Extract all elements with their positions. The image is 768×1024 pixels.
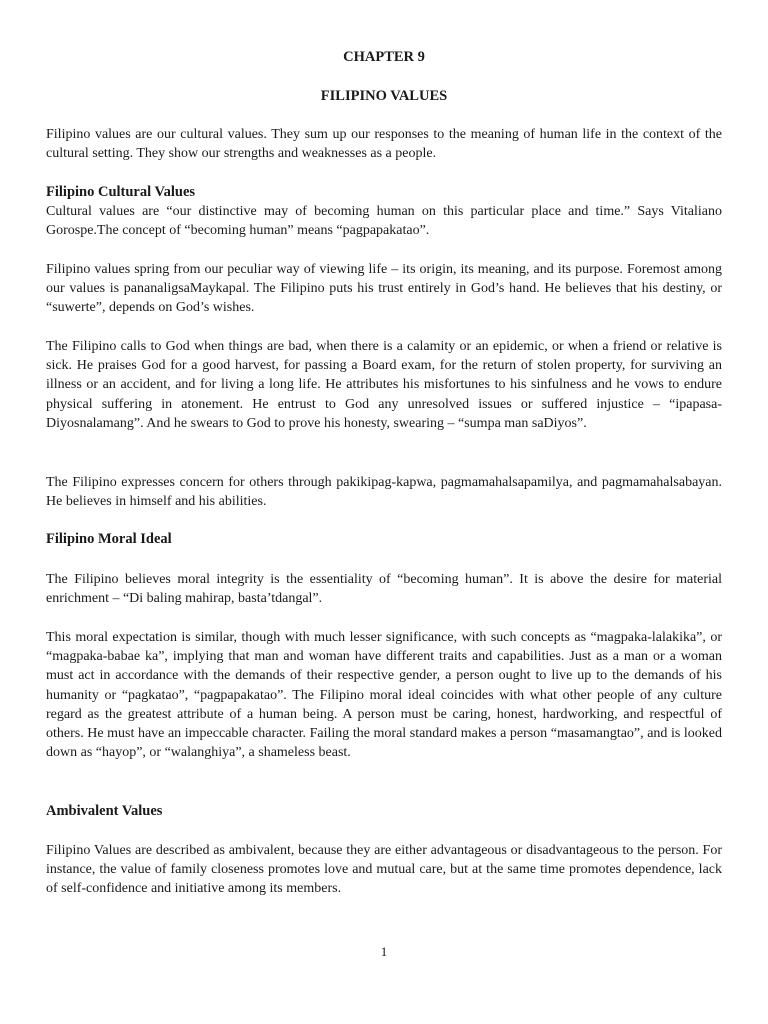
- paragraph: The Filipino calls to God when things are bad, when there is a calamity or an epidemic, or when a friend or relative is sick. He praises God for a good harvest, for passing a Board exam, for the return of stolen property, for surviving an illness or an accident, and for living a long life. He attributes his misfortunes to his sinfulness and he vows to endure physical suffering in atonement. He entrust to God any unresolved issues or suffered injustice – “ipapasa-Diyosnalamang”. And he swears to God to prove his honesty, swearing – “sumpa man saDiyos”.: [46, 339, 722, 431]
- section-heading-moral-ideal: Filipino Moral Ideal: [46, 531, 172, 547]
- intro-paragraph: Filipino values are our cultural values. They sum up our responses to the meaning of human life in the context of the cultural setting. They show our strengths and weaknesses as a people.: [46, 127, 722, 162]
- chapter-label: CHAPTER 9: [343, 49, 425, 65]
- paragraph: The Filipino believes moral integrity is the essentiality of “becoming human”. It is above the desire for material enrichment – “Di baling mahirap, basta’tdangal”.: [46, 572, 722, 607]
- page-number: 1: [380, 944, 388, 959]
- paragraph: Filipino Values are described as ambivalent, because they are either advantageous or disadvantageous to the person. For instance, the value of family closeness promotes love and mutual care, but at the same time promotes dependence, lack of self-confidence and initiative among its members.: [46, 843, 722, 897]
- section-heading-ambivalent-values: Ambivalent Values: [46, 803, 163, 819]
- section-heading-cultural-values: Filipino Cultural Values: [46, 184, 196, 200]
- paragraph: This moral expectation is similar, though with much lesser significance, with such concepts as “magpaka-lalakika”, or “magpaka-babae ka”, implying that man and woman have different traits and capabilities. Just as a man or a woman must act in accordance with the demands of their respective gender, a person ought to live up to the demands of his humanity or “pagkatao”, “pagpapakatao”. The Filipino moral ideal coincides with what other people of any culture regard as the greatest attribute of a human being. A person must be caring, honest, hardworking, and respectful of others. He must have an impeccable character. Failing the moral standard makes a person “masamangtao”, and is looked down as “hayop”, or “walanghiya”, a shameless beast.: [46, 630, 722, 761]
- paragraph: Cultural values are “our distinctive may of becoming human on this particular place and time.” Says Vitaliano Gorospe.The concept of “becoming human” means “pagpapakatao”.: [46, 204, 722, 239]
- paragraph: Filipino values spring from our peculiar way of viewing life – its origin, its meaning, and its purpose. Foremost among our values is pananaligsaMaykapal. The Filipino puts his trust entirely in God’s hand. He believes that his destiny, or “suwerte”, depends on God’s wishes.: [46, 262, 722, 316]
- page-title: FILIPINO VALUES: [320, 88, 448, 104]
- paragraph: The Filipino expresses concern for others through pakikipag-kapwa, pagmamahalsapamilya, and pagmamahalsabayan. He believes in himself and his abilities.: [46, 475, 722, 510]
